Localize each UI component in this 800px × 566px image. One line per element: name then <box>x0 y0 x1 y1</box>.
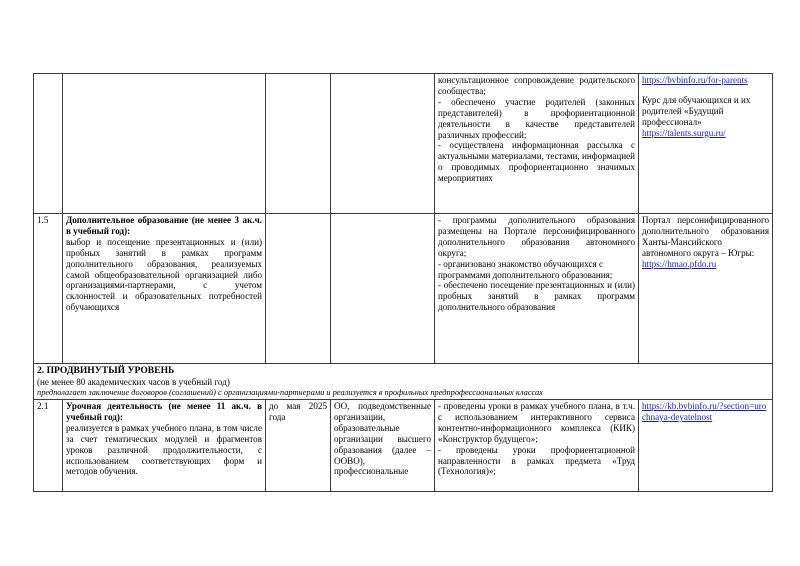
result-paragraph: - организовано знакомство обучающихся с программами дополнительного образования; <box>438 258 613 280</box>
roadmap-table <box>33 73 773 492</box>
external-link[interactable]: https://talents.surgu.ru/ <box>642 127 726 138</box>
cell-deadline <box>266 74 331 214</box>
result-paragraph: консультационное сопровождение родительского сообщества; <box>438 75 635 96</box>
cell-result <box>435 400 639 492</box>
cell-deadline <box>266 214 331 364</box>
link-description: Портал персонифицированного дополнительного образования Ханты-Мансийского автономного округа – Югры: <box>642 215 769 258</box>
activity-description: выбор и посещение презентационных и (или) пробных занятий в рамках программ дополнительного образования, реализуемых самой общеобразовательной организацией либо организациями-партнерами, с учетом склонностей и образовательных потребностей обучающихся <box>66 236 262 313</box>
result-paragraph: - осуществлена информационная рассылка с актуальными материалами, тестами, информацией о проводимых профориентационно значимых мероприятиях <box>438 140 635 184</box>
external-link[interactable]: https://kb.bvbinfo.ru/?section=urochnaya-deyatelnost <box>642 401 767 422</box>
cell-row-number: 2.1 <box>34 400 63 492</box>
result-paragraph: - обеспечено участие родителей (законных представителей) в профориентационной деятельности в качестве представителей различных профессий; <box>438 96 635 140</box>
result-paragraph: - проведены уроки в рамках учебного плана, в т.ч. с использованием интерактивного сервиса контентно-информационного комплекса (КИК) «Конструктор будущего»; <box>438 401 635 444</box>
result-paragraph: - проведены уроки профориентационной направленности в рамках предмета «Труд (Технология)»; <box>438 444 635 477</box>
result-paragraph: - обеспечено посещение презентационных и (или) пробных занятий в рамках программ дополнительного образования <box>438 280 635 313</box>
section-subtitle: (не менее 80 академических часов в учебный год) <box>37 376 230 387</box>
section-banner <box>34 364 773 400</box>
activity-description: реализуется в рамках учебного плана, в том числе за счет тематических модулей и фрагментов уроков различной продолжительности, с использованием соответствующих форм и методов обучения. <box>66 422 262 477</box>
section-banner-row <box>34 364 773 400</box>
cell-result <box>435 74 639 214</box>
cell-row-number <box>34 74 63 214</box>
cell-links <box>639 214 773 364</box>
cell-deadline: до мая 2025 года <box>266 400 331 492</box>
cell-activity-name <box>63 74 266 214</box>
table-row <box>34 214 773 364</box>
cell-links <box>639 74 773 214</box>
activity-title: Дополнительное образование (не менее 3 ак.ч. в учебный год): <box>66 215 262 236</box>
cell-links <box>639 400 773 492</box>
cell-organization <box>331 74 435 214</box>
external-link[interactable]: https://bvbinfo.ru/for-parents <box>642 75 748 85</box>
table-row <box>34 74 773 214</box>
result-paragraph: - программы дополнительного образования размещены на Портале персонифицированного дополнительного образования автономного округа; <box>438 215 635 258</box>
spacer <box>642 86 769 95</box>
cell-organization <box>331 214 435 364</box>
cell-result <box>435 214 639 364</box>
link-description: Курс для обучающихся и их родителей «Будущий профессионал» <box>642 94 751 127</box>
external-link[interactable]: https://hmao.pfdo.ru <box>642 258 717 269</box>
cell-activity-name <box>63 214 266 364</box>
cell-activity-name <box>63 400 266 492</box>
table-row <box>34 400 773 492</box>
section-title: 2. ПРОДВИНУТЫЙ УРОВЕНЬ <box>37 365 175 376</box>
cell-row-number: 1.5 <box>34 214 63 364</box>
activity-title: Урочная деятельность (не менее 11 ак.ч. в учебный год): <box>66 401 262 422</box>
cell-organization: ОО, подведомственные организации, образовательные организации высшего образования (далее – ООВО), профессиональные <box>331 400 435 492</box>
section-note: предполагает заключение договоров (соглашений) с организациями-партнерами и реализуется в профильных предпрофессиональных классах <box>37 387 543 397</box>
